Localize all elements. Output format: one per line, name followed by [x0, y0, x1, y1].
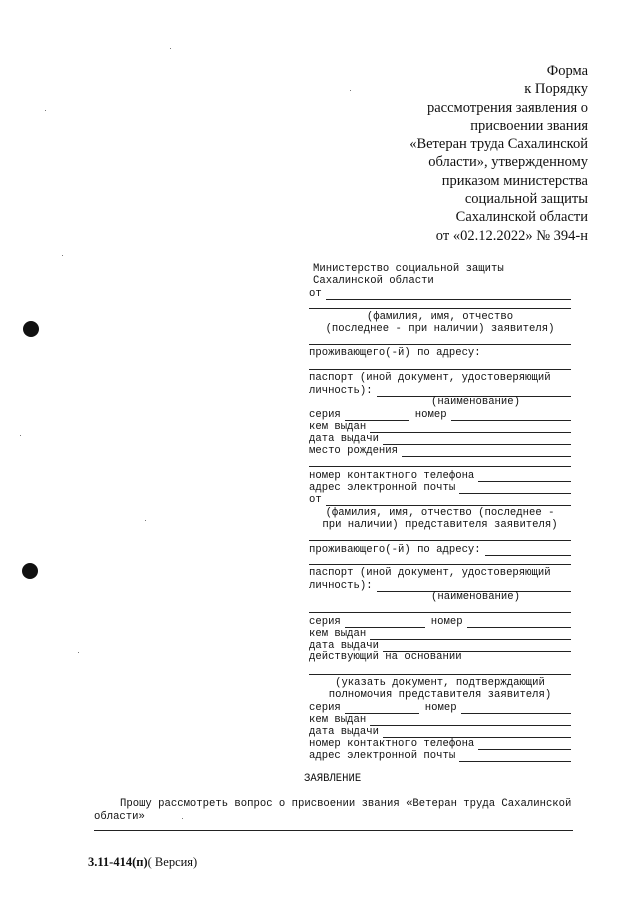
- applicant-name-hint-1: (фамилия, имя, отчество: [366, 311, 514, 323]
- applicant-name-hint-2: (последнее - при наличии) заявителя): [325, 323, 555, 335]
- applicant-extra-line[interactable]: [309, 344, 571, 345]
- issued-by-label: кем выдан: [309, 421, 367, 433]
- email-label: адрес электронной почты: [309, 482, 456, 494]
- applicant-doc-name-hint: (наименование): [430, 396, 520, 408]
- rep-authority-hint-2: полномочия представителя заявителя): [328, 689, 552, 701]
- rep-passport-label-2: личность):: [309, 580, 373, 592]
- rep-auth-number-label: номер: [424, 702, 457, 714]
- scan-speck: [170, 48, 171, 49]
- addressee-line-1: Министерство социальной защиты: [313, 263, 504, 275]
- addressee-line-2: Сахалинской области: [313, 275, 434, 287]
- applicant-birthplace-row: [309, 444, 571, 457]
- rep-address-label: проживающего(-й) по адресу:: [309, 544, 481, 556]
- rep-name-field[interactable]: [326, 495, 571, 506]
- rep-phone-label: номер контактного телефона: [309, 738, 475, 750]
- header-line: Форма: [546, 63, 588, 79]
- header-line: к Порядку: [524, 81, 588, 98]
- rep-email-field[interactable]: [459, 751, 571, 762]
- header-line: «Ветеран труда Сахалинской: [409, 136, 588, 153]
- punch-hole: [23, 321, 39, 337]
- form-code-footer: [88, 855, 197, 870]
- rep-auth-series-label: серия: [309, 702, 341, 714]
- statement-title: ЗАЯВЛЕНИЕ: [304, 773, 362, 785]
- rep-issue-date-label: дата выдачи: [309, 640, 379, 652]
- scan-speck: [78, 652, 79, 653]
- header-line: приказом министерства: [441, 172, 588, 189]
- rep-issued-by-label: кем выдан: [309, 628, 367, 640]
- statement-line[interactable]: [94, 830, 573, 831]
- header-line: присвоении звания: [470, 117, 588, 134]
- rep-address-line-2[interactable]: [309, 564, 571, 565]
- from-label: от: [309, 288, 322, 300]
- issue-date-label: дата выдачи: [309, 433, 379, 445]
- header-line: рассмотрения заявления о: [426, 99, 588, 116]
- rep-authority-hint-1: (указать документ, подтверждающий: [335, 677, 545, 689]
- phone-label: номер контактного телефона: [309, 470, 475, 482]
- header-line: социальной защиты: [464, 191, 588, 208]
- rep-auth-issued-by-label: кем выдан: [309, 714, 367, 726]
- rep-address-field[interactable]: [485, 545, 571, 556]
- rep-series-label: серия: [309, 616, 341, 628]
- applicant-birthplace-line-2[interactable]: [309, 466, 571, 467]
- rep-email-label: адрес электронной почты: [309, 750, 456, 762]
- rep-name-hint-1: (фамилия, имя, отчество (последнее -: [325, 507, 555, 519]
- form-version: ( Версия): [147, 855, 198, 869]
- statement-body-line-1: Прошу рассмотреть вопрос о присвоении звания «Ветеран труда Сахалинской: [120, 798, 572, 810]
- scan-speck: [20, 435, 21, 436]
- rep-basis-label: действующий на основании: [309, 651, 462, 663]
- rep-passport-label-1: паспорт (иной документ, удостоверяющий: [309, 567, 551, 579]
- rep-name-line-2[interactable]: [309, 540, 571, 541]
- rep-address-row: [309, 543, 571, 556]
- rep-basis-field[interactable]: [309, 674, 571, 675]
- scan-speck: [182, 818, 183, 819]
- rep-from-row: [309, 493, 571, 506]
- rep-number-label: номер: [430, 616, 463, 628]
- punch-hole: [22, 563, 38, 579]
- rep-doc-name-hint: (наименование): [430, 591, 520, 603]
- applicant-birthplace-field[interactable]: [402, 446, 571, 457]
- statement-body-line-2: области»: [94, 811, 145, 823]
- applicant-name-line-2[interactable]: [309, 308, 571, 309]
- form-header: [288, 62, 588, 245]
- rep-from-label: от: [309, 494, 322, 506]
- rep-name-hint-2: при наличии) представителя заявителя): [322, 519, 558, 531]
- scan-speck: [145, 520, 146, 521]
- number-label: номер: [414, 409, 447, 421]
- header-line: области», утвержденному: [428, 154, 588, 171]
- applicant-passport-label-1: паспорт (иной документ, удостоверяющий: [309, 372, 551, 384]
- series-label: серия: [309, 409, 341, 421]
- scan-speck: [62, 255, 63, 256]
- header-line: Сахалинской области: [455, 209, 588, 226]
- applicant-name-field[interactable]: [326, 289, 571, 300]
- scan-speck: [350, 90, 351, 91]
- applicant-address-label: проживающего(-й) по адресу:: [309, 347, 481, 359]
- rep-email-row: [309, 749, 571, 762]
- applicant-address-field[interactable]: [309, 369, 571, 370]
- scan-speck: [45, 110, 46, 111]
- form-code: 3.11-414(п): [88, 855, 148, 869]
- birthplace-label: место рождения: [309, 445, 399, 457]
- rep-passport-line-2[interactable]: [309, 612, 571, 613]
- passport-label-2: личность):: [309, 385, 373, 397]
- applicant-from-row: [309, 287, 571, 300]
- header-line: от «02.12.2022» № 394-н: [435, 227, 588, 244]
- rep-auth-issue-date-label: дата выдачи: [309, 726, 379, 738]
